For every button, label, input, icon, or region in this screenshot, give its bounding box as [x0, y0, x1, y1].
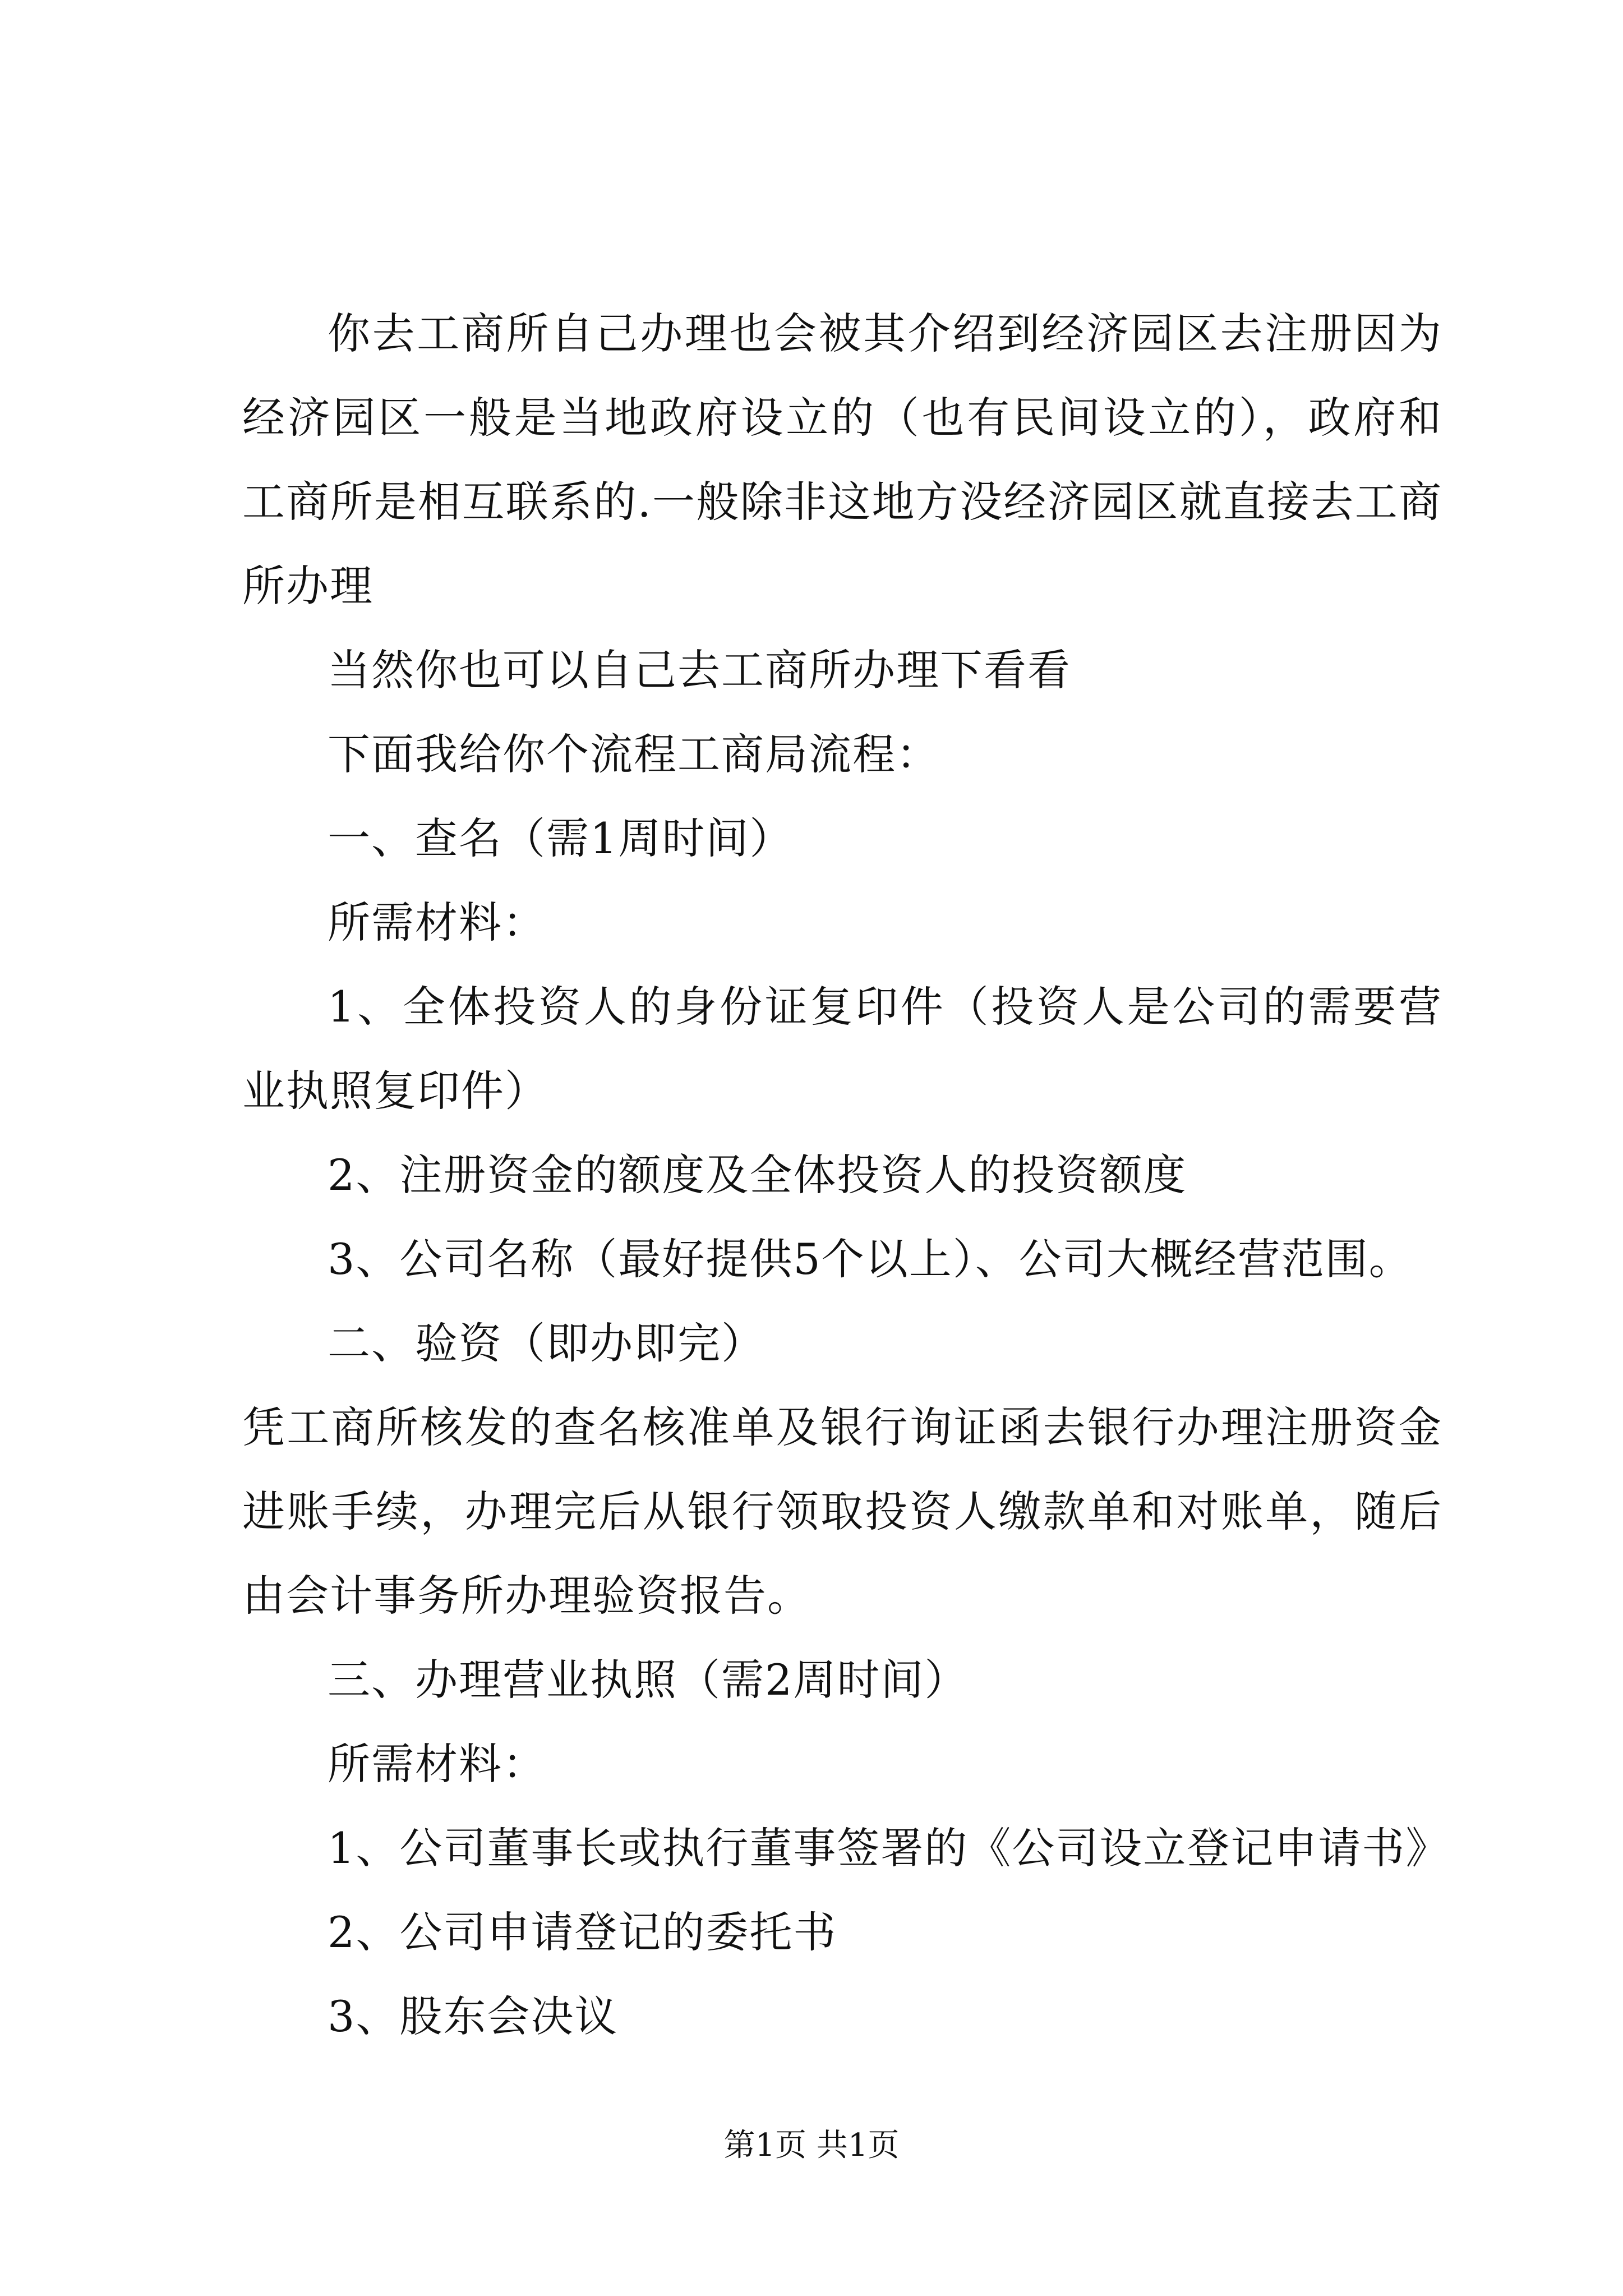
paragraph: 所需材料： — [328, 1739, 546, 1789]
paragraph: 下面我给你个流程工商局流程： — [328, 729, 940, 779]
section-heading: 二、验资（即办即完） — [328, 1318, 765, 1368]
section-heading: 一、查名（需1周时间） — [328, 813, 794, 863]
page-number: 第1页 共1页 — [723, 2127, 900, 2164]
list-item: 1、公司董事长或执行董事签署的《公司设立登记申请书》 — [328, 1823, 1450, 1873]
list-item: 3、公司名称（最好提供5个以上）、公司大概经营范围。 — [328, 1234, 1413, 1284]
list-item: 2、公司申请登记的委托书 — [328, 1907, 837, 1957]
paragraph: 所需材料： — [328, 898, 546, 947]
document-body — [242, 292, 1450, 2059]
paragraph: 凭工商所核发的查名核准单及银行询证函去银行办理注册资金进账手续，办理完后从银行领取投资人缴款单和对账单，随后由会计事务所办理验资报告。 — [242, 1402, 1442, 1621]
section-heading: 三、办理营业执照（需2周时间） — [328, 1655, 969, 1705]
list-item: 3、股东会决议 — [328, 1991, 619, 2041]
paragraph: 当然你也可以自己去工商所办理下看看 — [328, 645, 1071, 695]
list-item: 1、全体投资人的身份证复印件（投资人是公司的需要营业执照复印件） — [242, 982, 1442, 1116]
page-footer — [0, 2126, 1623, 2165]
paragraph: 你去工商所自己办理也会被其介绍到经济园区去注册因为经济园区一般是当地政府设立的（也有民间设立的），政府和工商所是相互联系的.一般除非这地方没经济园区就直接去工商所办理 — [242, 309, 1442, 611]
list-item: 2、注册资金的额度及全体投资人的投资额度 — [328, 1150, 1187, 1200]
